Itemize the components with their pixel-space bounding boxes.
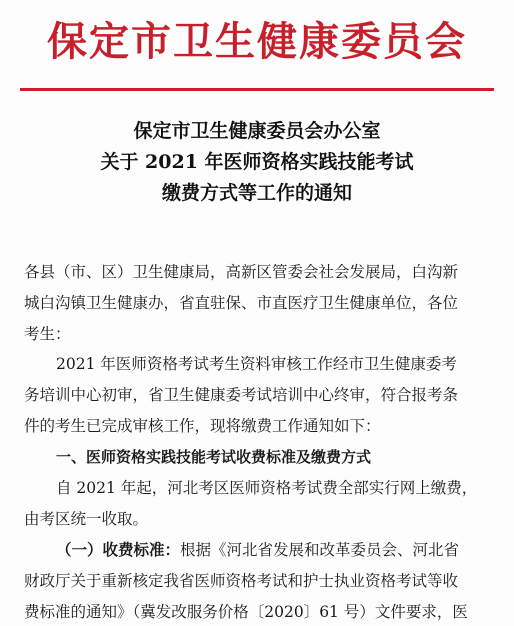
notice-title-line-1: 保定市卫生健康委员会办公室 <box>133 120 381 142</box>
paragraph-2-line-2: 由考区统一收取。 <box>24 510 149 528</box>
paragraph-1-line-2: 务培训中心初审，省卫生健康委考试培训中心终审，符合报考条 <box>24 386 459 404</box>
addressee-line-1: 各县（市、区）卫生健康局，高新区管委会社会发展局，白沟新 <box>24 263 459 281</box>
paragraph-3-line-2: 财政厅关于重新核定我省医师资格考试和护士执业资格考试等收 <box>24 572 459 590</box>
letterhead-title: 保定市卫生健康委员会 <box>47 18 467 65</box>
paragraph-3-line-1 <box>56 540 490 560</box>
paragraph-3-line-3: 费标准的通知》（冀发改服务价格〔2020〕61 号）文件要求，医 <box>24 603 468 621</box>
paragraph-2-line-1: 自 2021 年起，河北考区医师资格考试费全部实行网上缴费， <box>56 479 478 497</box>
addressee-line-2: 城白沟镇卫生健康办，省直驻保、市直医疗卫生健康单位，各位 <box>24 294 459 312</box>
notice-title-line-2: 关于 2021 年医师资格实践技能考试 <box>100 151 414 173</box>
paragraph-1-line-1: 2021 年医师资格考试考生资料审核工作经市卫生健康委考 <box>56 355 457 373</box>
paragraph-3-line-1-text: 根据《河北省发展和改革委员会、河北省 <box>180 541 460 559</box>
subsection-lead: （一）收费标准： <box>56 540 181 559</box>
paragraph-1-line-3: 件的考生已完成审核工作，现将缴费工作通知如下： <box>24 417 381 435</box>
addressee-line-3: 考生： <box>24 325 71 343</box>
notice-title-line-3: 缴费方式等工作的通知 <box>161 182 352 204</box>
section-heading-1: 一、医师资格实践技能考试收费标准及缴费方式 <box>56 448 372 466</box>
letterhead-rule <box>20 88 494 91</box>
